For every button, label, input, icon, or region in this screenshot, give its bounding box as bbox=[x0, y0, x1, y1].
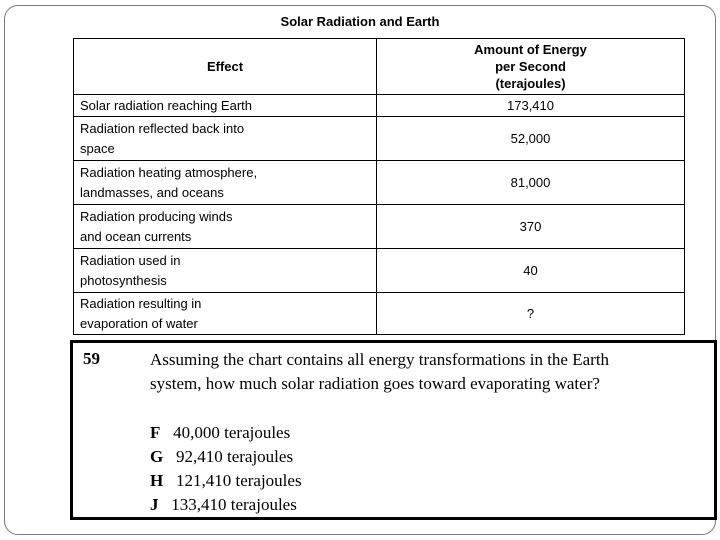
table-row bbox=[74, 117, 685, 161]
table-row bbox=[74, 95, 685, 117]
answer-choices bbox=[150, 421, 302, 517]
header-amount-line: per Second bbox=[495, 59, 566, 74]
value-cell: 52,000 bbox=[377, 117, 685, 161]
choice-h[interactable] bbox=[150, 469, 302, 493]
effect-cell bbox=[74, 205, 377, 249]
effect-line: Radiation resulting in bbox=[80, 295, 202, 311]
choice-text: 121,410 terajoules bbox=[175, 471, 302, 490]
question-text bbox=[150, 348, 670, 396]
question-line: system, how much solar radiation goes toward evaporating water? bbox=[150, 374, 600, 393]
value-cell: ? bbox=[377, 293, 685, 335]
question-box bbox=[70, 340, 717, 520]
effect-line: Radiation reflected back into bbox=[80, 120, 245, 136]
question-number: 59 bbox=[83, 349, 100, 368]
effect-line: Radiation used in bbox=[80, 252, 181, 268]
choice-letter: H bbox=[150, 471, 164, 490]
header-effect: Effect bbox=[74, 39, 377, 95]
choice-g[interactable] bbox=[150, 445, 302, 469]
choice-letter: J bbox=[150, 495, 159, 514]
effect-line: Radiation producing winds bbox=[80, 208, 233, 224]
effect-cell bbox=[74, 161, 377, 205]
value-cell: 370 bbox=[377, 205, 685, 249]
effect-line: evaporation of water bbox=[80, 315, 198, 331]
choice-f[interactable] bbox=[150, 421, 302, 445]
effect-line: landmasses, and oceans bbox=[80, 184, 224, 200]
table-header-row bbox=[74, 39, 685, 95]
energy-table bbox=[73, 38, 685, 335]
header-amount bbox=[377, 39, 685, 95]
effect-line: Solar radiation reaching Earth bbox=[80, 97, 252, 113]
choice-letter: G bbox=[150, 447, 164, 466]
value-cell: 81,000 bbox=[377, 161, 685, 205]
choice-text: 40,000 terajoules bbox=[173, 423, 291, 442]
choice-letter: F bbox=[150, 423, 161, 442]
value-cell: 40 bbox=[377, 249, 685, 293]
value-cell: 173,410 bbox=[377, 95, 685, 117]
effect-cell bbox=[74, 293, 377, 335]
choice-text: 133,410 terajoules bbox=[171, 495, 297, 514]
effect-cell bbox=[74, 249, 377, 293]
header-amount-line: (terajoules) bbox=[495, 76, 566, 91]
header-amount-line: Amount of Energy bbox=[474, 42, 587, 57]
choice-text: 92,410 terajoules bbox=[175, 447, 294, 466]
table-title: Solar Radiation and Earth bbox=[280, 14, 440, 29]
effect-line: Radiation heating atmosphere, bbox=[80, 164, 258, 180]
effect-line: space bbox=[80, 140, 115, 156]
effect-cell bbox=[74, 95, 377, 117]
table-row bbox=[74, 249, 685, 293]
question-line: Assuming the chart contains all energy transformations in the Earth bbox=[150, 350, 610, 369]
table-row bbox=[74, 161, 685, 205]
effect-cell bbox=[74, 117, 377, 161]
choice-j[interactable] bbox=[150, 493, 302, 517]
table-row bbox=[74, 293, 685, 335]
effect-line: photosynthesis bbox=[80, 272, 167, 288]
table-row bbox=[74, 205, 685, 249]
effect-line: and ocean currents bbox=[80, 228, 192, 244]
